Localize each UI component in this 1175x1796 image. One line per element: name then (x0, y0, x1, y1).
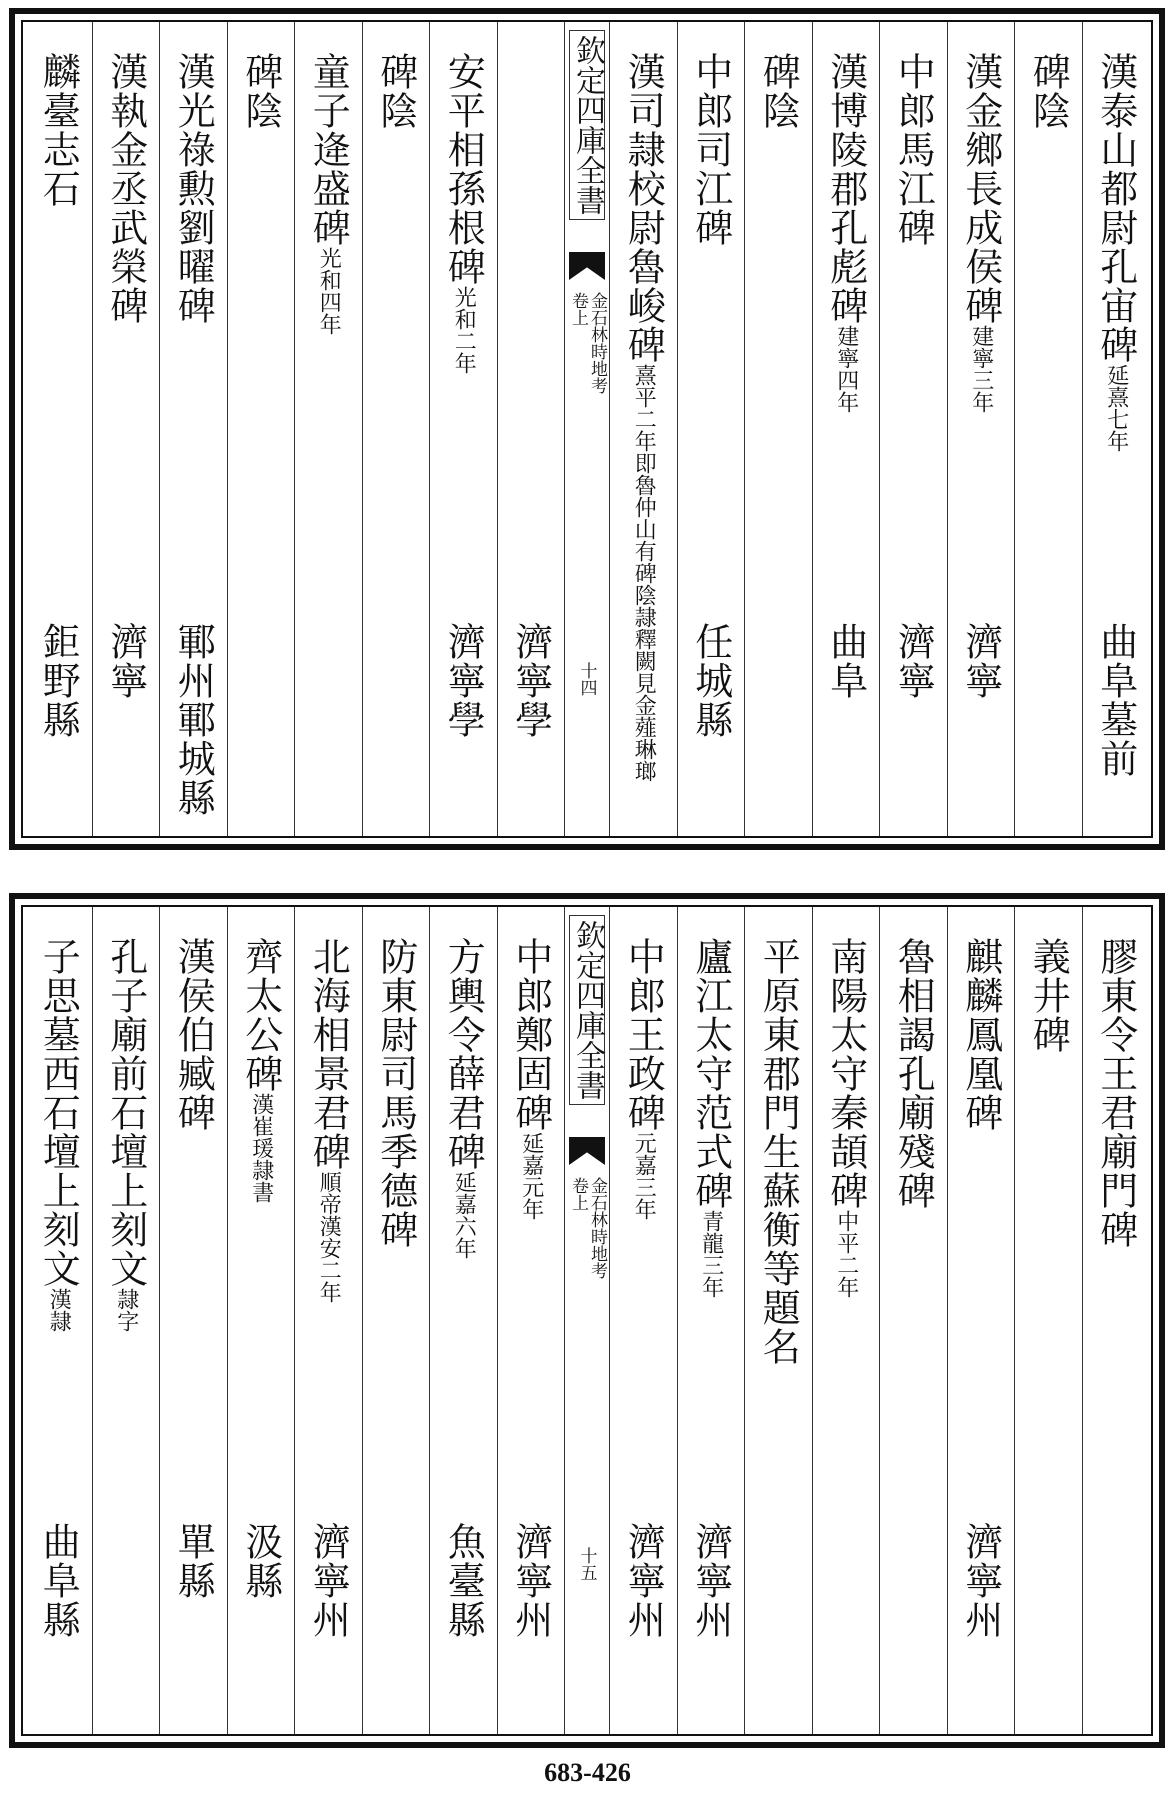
text-column (25, 22, 92, 836)
text-column (677, 22, 745, 836)
text-column (879, 22, 947, 836)
stele-entry (823, 937, 868, 1298)
stele-entry (958, 52, 1003, 413)
text-column (812, 907, 880, 1734)
stele-date-note: 光和四年 (316, 247, 342, 335)
stele-location: 曲阜縣 (36, 1522, 81, 1639)
stele-entry (688, 937, 733, 1298)
stele-entry (823, 52, 868, 413)
stele-name: 漢泰山都尉孔宙碑 (1093, 52, 1138, 364)
stele-location: 濟寧 (958, 622, 1003, 700)
stele-name: 中郎司江碑 (688, 52, 733, 247)
stele-location: 魚臺縣 (441, 1522, 486, 1639)
stele-location: 鄆州鄆城縣 (171, 622, 216, 817)
text-column (497, 22, 565, 836)
collection-title: 欽定四庫全書 (569, 915, 605, 1105)
text-column (227, 22, 295, 836)
stele-entry (103, 52, 148, 325)
center-fold-column (564, 22, 609, 836)
stele-entry (171, 937, 216, 1132)
text-column (294, 22, 362, 836)
text-column (744, 907, 812, 1734)
stele-entry (103, 937, 148, 1332)
stele-name: 童子逄盛碑 (306, 52, 351, 247)
stele-location: 曲阜 (823, 622, 868, 700)
text-column (1082, 907, 1150, 1734)
stele-name: 麒麟鳳凰碑 (958, 937, 1003, 1132)
stele-name: 中郎馬江碑 (891, 52, 936, 247)
text-column (1014, 907, 1082, 1734)
volume-label-line: 金石林時地考 (587, 292, 607, 394)
stele-name: 安平相孫根碑 (441, 52, 486, 286)
upper-page (9, 8, 1165, 850)
stele-date-note: 建寧三年 (968, 325, 994, 413)
stele-name: 子思墓西石壇上刻文 (36, 937, 81, 1288)
stele-location: 濟寧州 (688, 1522, 733, 1639)
text-column (677, 907, 745, 1734)
collection-title: 欽定四庫全書 (569, 30, 605, 220)
text-column (92, 22, 160, 836)
stele-name: 漢光祿勲劉曜碑 (171, 52, 216, 325)
stele-date-note: 順帝漢安二年 (316, 1171, 342, 1303)
stele-name: 碑陰 (373, 52, 418, 130)
stele-entry (621, 52, 666, 782)
stele-entry (891, 52, 936, 247)
stele-location: 任城縣 (688, 622, 733, 739)
text-column (429, 22, 497, 836)
stele-entry (756, 937, 801, 1366)
stele-name: 廬江太守范式碑 (688, 937, 733, 1210)
stele-date-note: 漢崔瑗隷書 (248, 1093, 274, 1203)
stele-location: 濟寧州 (508, 1522, 553, 1639)
stele-entry (1093, 52, 1138, 452)
stele-entry (688, 52, 733, 247)
text-column (609, 22, 677, 836)
text-column (812, 22, 880, 836)
stele-entry (36, 52, 81, 208)
text-column (294, 907, 362, 1734)
text-column (879, 907, 947, 1734)
stele-entry (891, 937, 936, 1210)
stele-location: 濟寧學 (508, 622, 553, 739)
stele-location: 濟寧 (103, 622, 148, 700)
stele-date-note: 延熹七年 (1103, 364, 1129, 452)
stele-entry (306, 52, 351, 335)
stele-entry (1026, 937, 1071, 1054)
stele-entry (621, 937, 666, 1220)
folio-number: 十五 (576, 1547, 597, 1581)
stele-date-note: 漢隷 (46, 1288, 72, 1332)
stele-name: 漢博陵郡孔彪碑 (823, 52, 868, 325)
stele-name: 碑陰 (238, 52, 283, 130)
stele-name: 漢侯伯臧碑 (171, 937, 216, 1132)
center-fold-column (564, 907, 609, 1734)
stele-entry (171, 52, 216, 325)
stele-date-note: 熹平二年即魯仲山有碑陰隷釋闕見金薤琳瑯 (631, 364, 657, 782)
stele-date-note: 元嘉三年 (631, 1132, 657, 1220)
stele-entry (1093, 937, 1138, 1249)
stele-location: 單縣 (171, 1522, 216, 1600)
stele-location: 濟寧 (891, 622, 936, 700)
text-column (159, 907, 227, 1734)
text-column (429, 907, 497, 1734)
text-column (1014, 22, 1082, 836)
text-column (227, 907, 295, 1734)
stele-name: 漢金鄉長成侯碑 (958, 52, 1003, 325)
lower-page (9, 893, 1165, 1748)
folio-number: 十四 (576, 662, 597, 696)
stele-date-note: 隷字 (113, 1288, 139, 1332)
stele-location: 濟寧州 (306, 1522, 351, 1639)
volume-label-line: 卷上 (568, 1177, 588, 1211)
stele-name: 平原東郡門生蘇衡等題名 (756, 937, 801, 1366)
stele-entry (756, 52, 801, 130)
stele-entry (508, 937, 553, 1220)
stele-date-note: 青龍三年 (698, 1210, 724, 1298)
column-grid (25, 907, 1149, 1734)
stele-entry (441, 937, 486, 1259)
stele-entry (36, 937, 81, 1332)
stele-date-note: 延嘉六年 (451, 1171, 477, 1259)
stele-name: 齊太公碑 (238, 937, 283, 1093)
stele-name: 膠東令王君廟門碑 (1093, 937, 1138, 1249)
stele-entry (1026, 52, 1071, 130)
fish-tail-mark (569, 252, 605, 280)
text-column (947, 22, 1015, 836)
volume-label (569, 1177, 605, 1279)
text-column (159, 22, 227, 836)
stele-name: 方輿令薛君碑 (441, 937, 486, 1171)
stele-name: 漢執金丞武榮碑 (103, 52, 148, 325)
stele-date-note: 延嘉元年 (518, 1132, 544, 1220)
column-grid (25, 22, 1149, 836)
stele-entry (373, 52, 418, 130)
stele-entry (306, 937, 351, 1303)
text-column (362, 22, 430, 836)
stele-entry (373, 937, 418, 1249)
text-column (497, 907, 565, 1734)
text-column (362, 907, 430, 1734)
stele-name: 麟臺志石 (36, 52, 81, 208)
stele-name: 北海相景君碑 (306, 937, 351, 1171)
stele-location: 曲阜墓前 (1093, 622, 1138, 778)
volume-label (569, 292, 605, 394)
stele-entry (238, 52, 283, 130)
stele-entry (441, 52, 486, 374)
text-column (1082, 22, 1150, 836)
stele-name: 碑陰 (1026, 52, 1071, 130)
stele-location: 濟寧州 (958, 1522, 1003, 1639)
stele-name: 碑陰 (756, 52, 801, 130)
stele-date-note: 光和二年 (451, 286, 477, 374)
stele-name: 孔子廟前石壇上刻文 (103, 937, 148, 1288)
stele-location: 鉅野縣 (36, 622, 81, 739)
text-column (744, 22, 812, 836)
stele-name: 防東尉司馬季德碑 (373, 937, 418, 1249)
stele-entry (238, 937, 283, 1203)
stele-name: 義井碑 (1026, 937, 1071, 1054)
stele-name: 中郎王政碑 (621, 937, 666, 1132)
stele-date-note: 中平二年 (833, 1210, 859, 1298)
page-footer-code: 683-426 (544, 1758, 631, 1787)
text-column (25, 907, 92, 1734)
stele-name: 漢司隷校尉魯峻碑 (621, 52, 666, 364)
stele-name: 南陽太守秦頡碑 (823, 937, 868, 1210)
text-column (92, 907, 160, 1734)
fish-tail-mark (569, 1137, 605, 1165)
stele-name: 魯相謁孔廟殘碑 (891, 937, 936, 1210)
text-column (609, 907, 677, 1734)
stele-name: 中郎鄭固碑 (508, 937, 553, 1132)
stele-entry (958, 937, 1003, 1132)
stele-location: 濟寧州 (621, 1522, 666, 1639)
stele-location: 濟寧學 (441, 622, 486, 739)
stele-date-note: 建寧四年 (833, 325, 859, 413)
volume-label-line: 金石林時地考 (587, 1177, 607, 1279)
text-column (947, 907, 1015, 1734)
stele-location: 汲縣 (238, 1522, 283, 1600)
volume-label-line: 卷上 (568, 292, 588, 326)
